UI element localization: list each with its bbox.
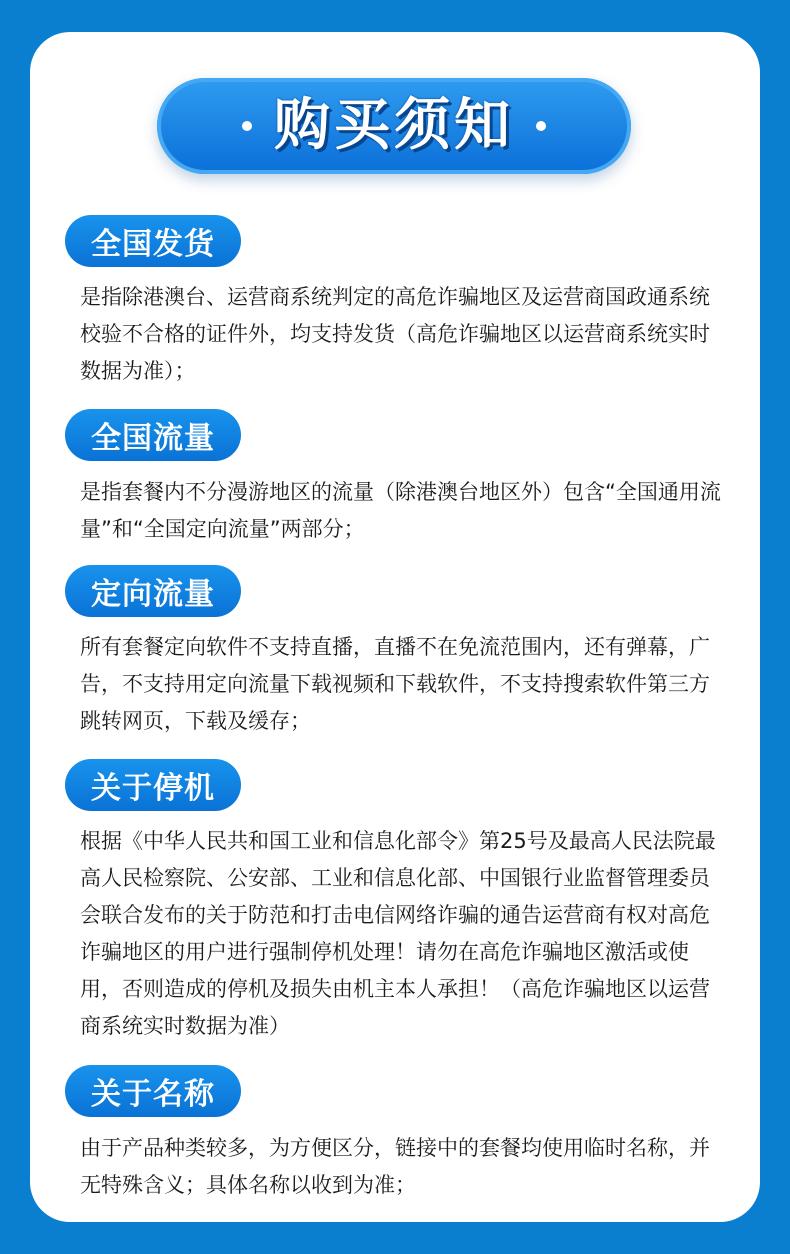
page-title: 购买须知 xyxy=(274,93,514,158)
section-body-targeted: 所有套餐定向软件不支持直播，直播不在免流范围内，还有弹幕，广告，不支持用定向流量下载视频和下载软件，不支持搜索软件第三方跳转网页，下载及缓存； xyxy=(80,635,710,733)
section-heading-suspension: 关于停机 xyxy=(65,759,241,811)
section-body-suspension: 根据《中华人民共和国工业和信息化部令》第25号及最高人民法院最高人民检察院、公安部、工业和信息化部、中国银行业监督管理委员会联合发布的关于防范和打击电信网络诈骗的通告运营商有权对高危诈骗地区的用户进行强制停机处理！请勿在高危诈骗地区激活或使用，否则造成的停机及损失由机主本人承担！（高危诈骗地区以运营商系统实时数据为准） xyxy=(80,829,716,1038)
dot-left-icon xyxy=(242,121,252,131)
section-body-naming: 由于产品种类较多，为方便区分，链接中的套餐均使用临时名称，并无特殊含义；具体名称以收到为准； xyxy=(80,1136,710,1197)
dot-right-icon xyxy=(536,121,546,131)
section-heading-naming: 关于名称 xyxy=(65,1065,241,1117)
section-heading-targeted: 定向流量 xyxy=(65,565,241,617)
section-body-shipping: 是指除港澳台、运营商系统判定的高危诈骗地区及运营商国政通系统校验不合格的证件外，均支持发货（高危诈骗地区以运营商系统实时数据为准）； xyxy=(80,285,710,383)
section-heading-data: 全国流量 xyxy=(65,409,241,461)
title-banner xyxy=(157,78,631,174)
section-body-data: 是指套餐内不分漫游地区的流量（除港澳台地区外）包含“全国通用流量”和“全国定向流量”两部分； xyxy=(80,480,721,541)
notice-card xyxy=(30,32,760,1222)
section-heading-shipping: 全国发货 xyxy=(65,215,241,267)
